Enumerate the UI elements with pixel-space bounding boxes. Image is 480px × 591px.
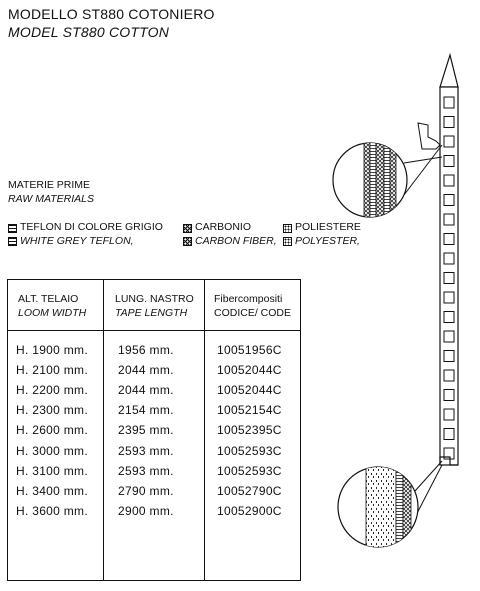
header-tape-length-en: TAPE LENGTH: [115, 307, 188, 319]
title-english: MODEL ST880 COTTON: [8, 24, 170, 40]
cell-code: 10052593C: [217, 463, 282, 478]
header-code-en: CODICE/ CODE: [214, 307, 292, 319]
table-divider: [204, 280, 205, 580]
legend-carbon-label-en: CARBON FIBER,: [195, 235, 277, 247]
tape-hole: [444, 175, 454, 186]
tape-hole: [444, 370, 454, 381]
cell-tape-length: 2900 mm.: [118, 503, 174, 518]
cell-tape-length: 2154 mm.: [118, 403, 174, 418]
tape-diagram: [300, 45, 480, 591]
tape-hole: [444, 292, 454, 303]
header-loom-width-en: LOOM WIDTH: [18, 307, 87, 319]
cell-loom-width: H. 2600 mm.: [16, 423, 88, 438]
cell-loom-width: H. 3100 mm.: [16, 463, 88, 478]
cell-loom-width: H. 2100 mm.: [16, 363, 88, 378]
cell-loom-width: H. 3000 mm.: [16, 443, 88, 458]
legend-teflon-label-en: WHITE GREY TEFLON,: [20, 235, 134, 247]
cell-loom-width: H. 2200 mm.: [16, 383, 88, 398]
header-loom-width: ALT. TELAIO: [18, 293, 79, 305]
legend-polyester-label: POLIESTERE: [295, 221, 361, 233]
legend-polyester-label-en: POLYESTER,: [295, 235, 360, 247]
tape-hole: [444, 195, 454, 206]
cell-tape-length: 2395 mm.: [118, 423, 174, 438]
carbon-crosshatch-icon: [183, 224, 192, 233]
teflon-hatch-icon: [8, 224, 17, 233]
cell-tape-length: 2044 mm.: [118, 383, 174, 398]
carbon-teflon-detail-icon: [333, 135, 407, 225]
tape-hole: [444, 117, 454, 128]
tape-hole: [444, 136, 454, 147]
table-header-divider: [8, 330, 300, 331]
cell-tape-length: 1956 mm.: [118, 343, 174, 357]
specs-table: [7, 279, 301, 581]
cell-tape-length: 2593 mm.: [118, 443, 174, 458]
cell-code: 10052790C: [217, 483, 282, 498]
cell-code: 10052044C: [217, 383, 282, 398]
tape-hole: [444, 390, 454, 401]
cell-tape-length: 2593 mm.: [118, 463, 174, 478]
cell-code: 10052044C: [217, 363, 282, 378]
cell-tape-length: 2044 mm.: [118, 363, 174, 378]
cell-code: 10052900C: [217, 503, 282, 518]
tape-hole: [444, 312, 454, 323]
cell-loom-width: H. 3600 mm.: [16, 503, 88, 518]
tape-hole: [444, 273, 454, 284]
cell-tape-length: 2790 mm.: [118, 483, 174, 498]
polyester-teflon-detail-icon: [338, 460, 418, 555]
carbon-crosshatch-icon: [183, 237, 192, 246]
raw-materials-english: RAW MATERIALS: [8, 193, 94, 205]
header-code: Fibercompositi: [214, 293, 283, 305]
tape-hole: [444, 351, 454, 362]
title-italian: MODELLO ST880 COTONIERO: [8, 6, 215, 22]
rapier-tape-icon: [418, 55, 458, 465]
tape-hole: [444, 97, 454, 108]
polyester-dots-icon: [283, 224, 292, 233]
tape-hole: [444, 429, 454, 440]
cell-loom-width: H. 2300 mm.: [16, 403, 88, 418]
cell-loom-width: H. 1900 mm.: [16, 343, 88, 357]
cell-loom-width: H. 3400 mm.: [16, 483, 88, 498]
cell-code: 10051956C: [217, 343, 282, 357]
tape-hole: [444, 253, 454, 264]
legend-teflon-label: TEFLON DI COLORE GRIGIO: [20, 221, 163, 233]
tape-hole: [444, 156, 454, 167]
polyester-dots-icon: [283, 237, 292, 246]
cell-code: 10052593C: [217, 443, 282, 458]
header-tape-length: LUNG. NASTRO: [115, 293, 194, 305]
legend-carbon-label: CARBONIO: [195, 221, 252, 233]
tape-hole: [444, 409, 454, 420]
teflon-hatch-icon: [8, 237, 17, 246]
table-divider: [103, 280, 104, 580]
raw-materials-italian: MATERIE PRIME: [8, 179, 91, 191]
tape-hole: [444, 331, 454, 342]
cell-code: 10052154C: [217, 403, 282, 418]
tape-hole: [444, 234, 454, 245]
cell-code: 10052395C: [217, 423, 282, 438]
tape-hole: [444, 214, 454, 225]
